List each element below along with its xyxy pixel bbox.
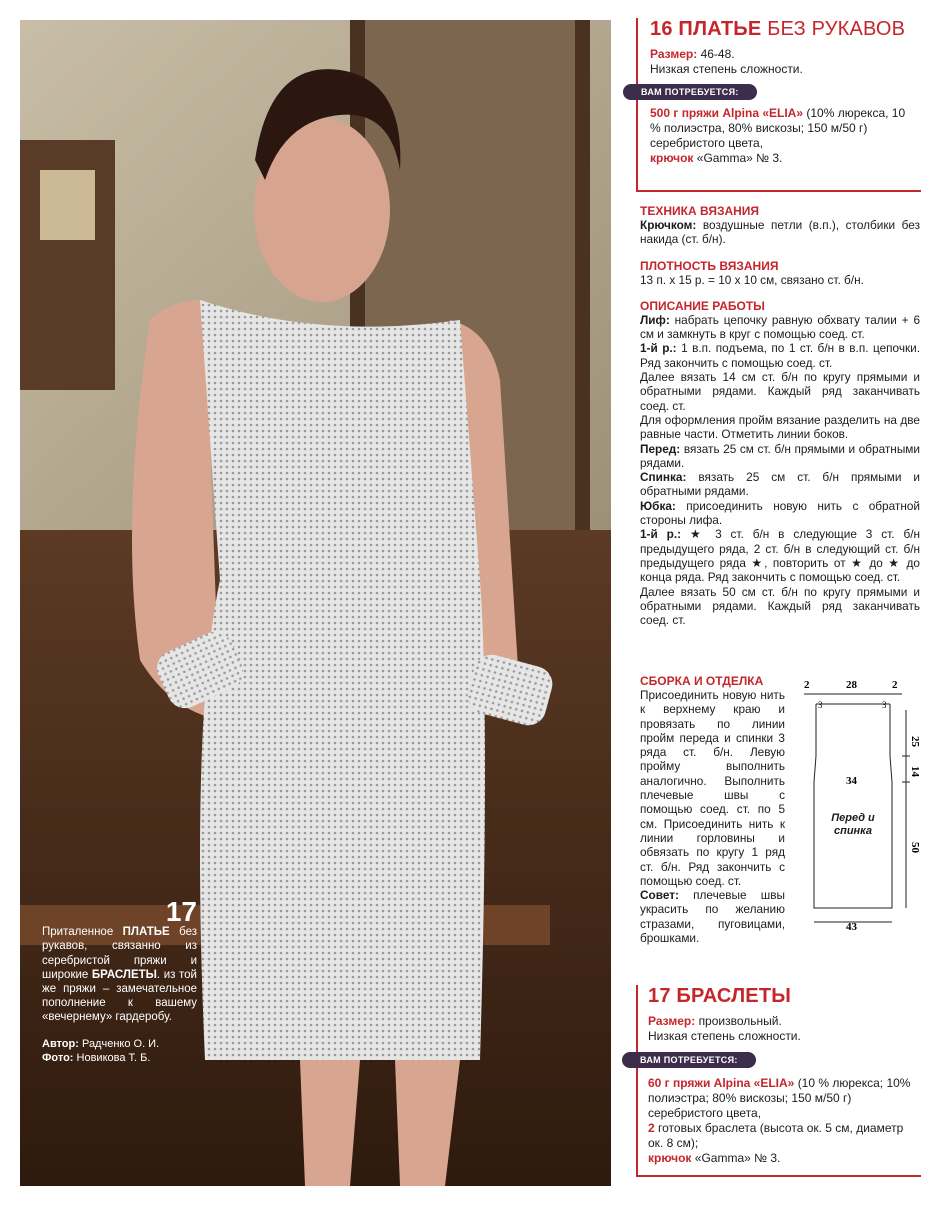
schema-dim-side-mid: 14 <box>909 766 921 777</box>
dress-header-bottom-rule <box>636 190 921 192</box>
bracelets-section: 17 БРАСЛЕТЫ Размер: произвольный. Низкая степень сложности. ВАМ ПОТРЕБУЕТСЯ: 60 г пряжи Alpina «ELIA» (10 % люрекса; 10% полиэстра; 80% вискозы; 150 м/50 г) серебристого цвета, 2 готовых браслета (высота ок. 5 см, диаметр ок. 8 см); крючок «Gamma» № 3. <box>648 985 918 1166</box>
schema-label: Перед и спинка <box>831 812 875 837</box>
schema-dim-small-left: 3 <box>818 700 823 710</box>
schema-dim-side-bottom: 50 <box>909 842 921 853</box>
caption-number: 17 <box>165 896 197 927</box>
schema-dim-width: 34 <box>846 775 857 787</box>
dress-title: 16 ПЛАТЬЕ БЕЗ РУКАВОВ <box>650 18 906 40</box>
schema-dim-side-top: 25 <box>909 736 921 747</box>
dress-pattern-schema <box>788 672 933 942</box>
schema-dim-top-right: 2 <box>892 679 898 691</box>
schema-dim-top-left: 2 <box>804 679 810 691</box>
photo-caption <box>42 896 197 1065</box>
caption-text: Приталенное ПЛАТЬЕ без рукавов, связанно из серебристой пряжи и широкие БРАСЛЕТЫ. из той же пряжи – замечательное пополнение к вашему «вечернему» гардеробу. <box>42 926 197 1024</box>
dress-need-badge: ВАМ ПОТРЕБУЕТСЯ: <box>623 84 757 100</box>
dress-header-rule <box>636 18 638 190</box>
dress-materials: 500 г пряжи Alpina «ELIA» (10% люрекса, 10 % полиэстра, 80% вискозы; 150 м/50 г) серебристого цвета, крючок «Gamma» № 3. <box>650 106 906 165</box>
bracelets-rule <box>636 985 638 1175</box>
schema-dim-top-mid: 28 <box>846 679 857 691</box>
dress-assembly: СБОРКА И ОТДЕЛКА Присоединить новую нить к верхнему краю и провязать по линии пройм переда и спинки 3 ряда ст. б/н. Левую пройму выполнить аналогично. Выполнить плечевые швы с помощью соед. ст. по 5 см. Присоединить нить к линии горловины и обвязать по кругу 1 ряд ст. б/н. Ряд закончить с помощью соед. ст. Совет: плечевые швы украсить по желанию стразами, пуговицами, брошками. <box>640 674 785 946</box>
caption-credits: Автор: Радченко О. И. Фото: Новикова Т. Б. <box>42 1037 160 1064</box>
bracelets-title: 17 БРАСЛЕТЫ <box>648 985 792 1007</box>
bracelets-need-badge: ВАМ ПОТРЕБУЕТСЯ: <box>622 1052 756 1068</box>
dress-header: 16 ПЛАТЬЕ БЕЗ РУКАВОВ Размер: 46-48. Низкая степень сложности. ВАМ ПОТРЕБУЕТСЯ: 500 г пряжи Alpina «ELIA» (10% люрекса, 10 % полиэстра, 80% вискозы; 150 м/50 г) серебристого цвета, крючок «Gamma» № 3. <box>650 18 920 166</box>
dress-instructions: ТЕХНИКА ВЯЗАНИЯ Крючком: воздушные петли (в.п.), столбики без накида (ст. б/н). ПЛОТНОСТЬ ВЯЗАНИЯ 13 п. х 15 р. = 10 х 10 см, связано ст. б/н. ОПИСАНИЕ РАБОТЫ Лиф: набрать цепочку равную обхвату талии + 6 см и замкнуть в круг с помощью соед. ст. 1-й р.: 1 в.п. подъема, по 1 ст. б/н в в.п. цепочки. Ряд закончить с помощью соед. ст. Далее вязать 14 см ст. б/н по кругу прямыми и обратными рядами. Каждый ряд заканчивать соед. ст. Для оформления пройм вязание разделить на две равные части. Отметить линии боков. Перед: вязать 25 см ст. б/н прямыми и обратными рядами. Спинка: вязать 25 см ст. б/н прямыми и обратными рядами. Юбка: присоединить новую нить с обратной стороны лифа. 1-й р.: ★ 3 ст. б/н в следующие 3 ст. б/н предыдущего ряда, 2 ст. б/н в следующий ст. б/н предыдущего ряда ★, повторить от ★ до ★ до конца ряда. Ряд закончить с помощью соед. ст. Далее вязать 50 см ст. б/н по кругу прямыми и обратными рядами. Каждый ряд заканчивать соед. ст. <box>640 204 921 628</box>
bracelets-materials: 60 г пряжи Alpina «ELIA» (10 % люрекса; 10% полиэстра; 80% вискозы; 150 м/50 г) серебристого цвета, 2 готовых браслета (высота ок. 5 см, диаметр ок. 8 см); крючок «Gamma» № 3. <box>648 1076 911 1165</box>
bracelets-bottom-rule <box>636 1175 921 1177</box>
schema-dim-bottom: 43 <box>846 921 857 933</box>
schema-dim-small-right: 3 <box>882 700 887 710</box>
